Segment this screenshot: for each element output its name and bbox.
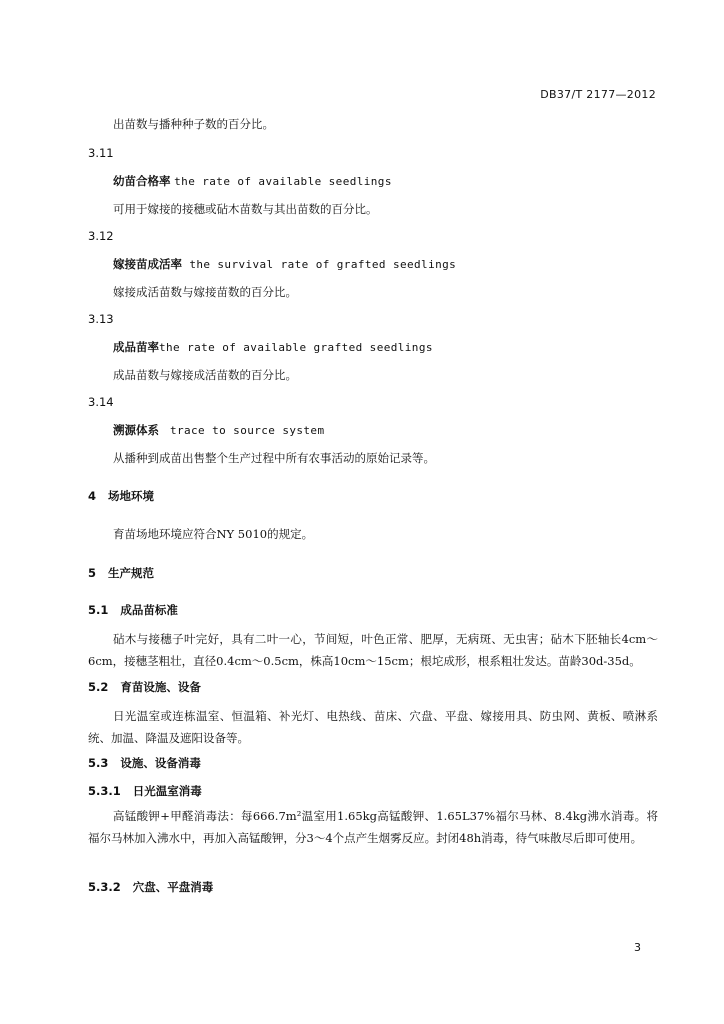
definition-3-14: 从播种到成苗出售整个生产过程中所有农事活动的原始记录等。: [113, 451, 435, 465]
document-code: DB37/T 2177—2012: [540, 88, 656, 101]
section-heading-5-3: [88, 755, 201, 771]
clause-number-3-12: 3.12: [88, 229, 114, 243]
term-en: trace to source system: [169, 424, 325, 437]
section-title: 穴盘、平盘消毒: [132, 880, 214, 894]
term-zh: 成品苗率: [113, 340, 159, 354]
section-title: 成品苗标准: [120, 603, 178, 617]
definition-3-12: 嫁接成活苗数与嫁接苗数的百分比。: [113, 285, 297, 299]
section-4-text: 育苗场地环境应符合NY 5010的规定。: [113, 527, 314, 541]
term-zh: 嫁接苗成活率: [113, 257, 182, 271]
section-heading-5-3-1: [88, 783, 202, 799]
term-zh: 溯源体系: [113, 423, 159, 437]
clause-number-3-14: 3.14: [88, 395, 114, 409]
term-3-13: [113, 339, 433, 356]
definition-3-11: 可用于嫁接的接穗或砧木苗数与其出苗数的百分比。: [113, 202, 378, 216]
section-heading-5: [88, 565, 154, 581]
section-5-2-text: 日光温室或连栋温室、恒温箱、补光灯、电热线、苗床、穴盘、平盘、嫁接用具、防虫网、黄板、喷淋系统、加温、降温及遮阳设备等。: [88, 709, 658, 745]
term-3-11: [113, 173, 392, 190]
section-title: 场地环境: [108, 489, 155, 503]
section-5-3-1-text: 高锰酸钾+甲醛消毒法：每666.7m²温室用1.65kg高锰酸钾、1.65L37%福尔马林、8.4kg沸水消毒。将福尔马林加入沸水中，再加入高锰酸钾，分3～4个点产生烟雾反应。封闭48h消毒，待气味散尽后即可使用。: [88, 809, 658, 845]
section-number: 5.1: [88, 603, 109, 617]
section-heading-5-1: [88, 602, 178, 618]
section-title: 生产规范: [108, 566, 155, 580]
term-3-14: [113, 422, 324, 439]
section-heading-4: [88, 488, 154, 504]
definition-3-13: 成品苗数与嫁接成活苗数的百分比。: [113, 368, 297, 382]
section-number: 5.3: [88, 756, 109, 770]
section-number: 5.2: [88, 680, 109, 694]
page-number: 3: [634, 941, 641, 954]
term-en: the rate of available grafted seedlings: [159, 341, 433, 354]
section-title: 设施、设备消毒: [120, 756, 201, 770]
term-en: the survival rate of grafted seedlings: [189, 258, 457, 271]
section-5-1-text: 砧木与接穗子叶完好，具有二叶一心，节间短，叶色正常、肥厚，无病斑、无虫害；砧木下胚轴长4cm～6cm，接穗茎粗壮，直径0.4cm～0.5cm，株高10cm～15cm；根坨成形，根系粗壮发达。苗龄30d-35d。: [88, 632, 658, 668]
section-number: 5: [88, 566, 97, 580]
term-en: the rate of available seedlings: [174, 175, 392, 188]
clause-number-3-11: 3.11: [88, 146, 114, 160]
section-number: 4: [88, 489, 97, 503]
continued-paragraph: 出苗数与播种种子数的百分比。: [113, 117, 274, 131]
section-title: 日光温室消毒: [132, 784, 202, 798]
section-title: 育苗设施、设备: [120, 680, 201, 694]
section-heading-5-3-2: [88, 879, 213, 895]
section-number: 5.3.1: [88, 784, 121, 798]
term-3-12: [113, 256, 456, 273]
section-heading-5-2: [88, 679, 201, 695]
clause-number-3-13: 3.13: [88, 312, 114, 326]
term-zh: 幼苗合格率: [113, 174, 171, 188]
section-number: 5.3.2: [88, 880, 121, 894]
